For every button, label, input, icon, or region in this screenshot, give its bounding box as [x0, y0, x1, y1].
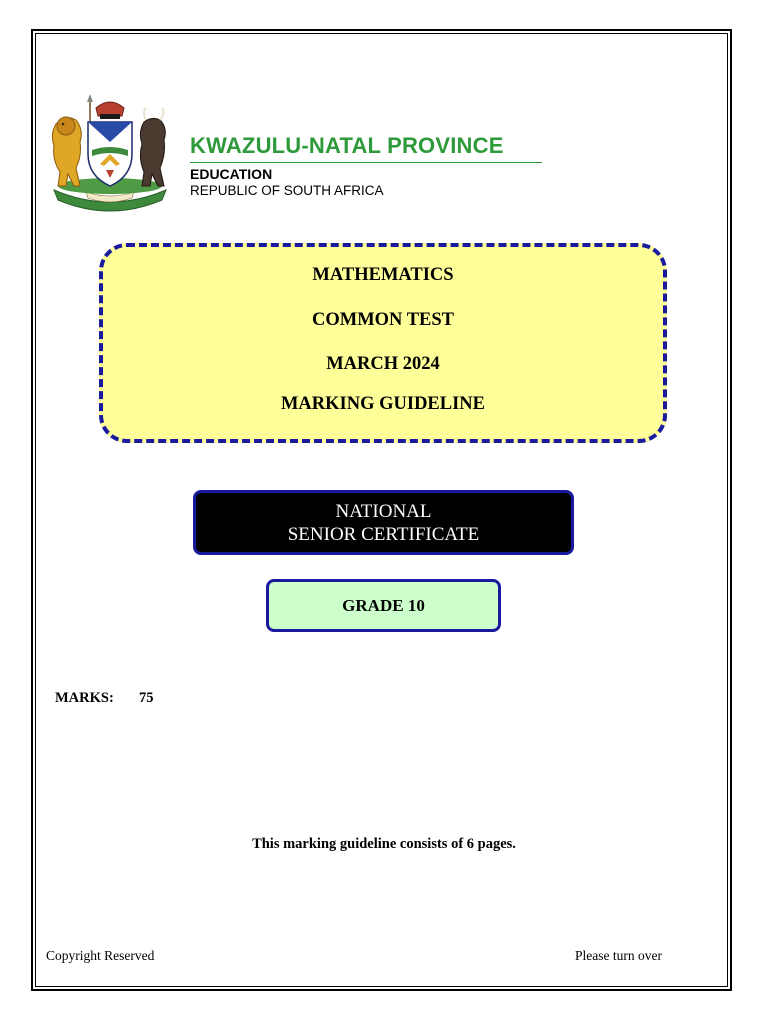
province-title: KWAZULU-NATAL PROVINCE	[190, 133, 504, 158]
subject-title: MATHEMATICS	[312, 265, 454, 285]
test-type: COMMON TEST	[311, 310, 455, 330]
title-box	[99, 243, 667, 443]
country-name: REPUBLIC OF SOUTH AFRICA	[190, 183, 384, 198]
certificate-line-1: NATIONAL	[335, 500, 432, 522]
grade-box	[266, 579, 501, 632]
coat-of-arms-icon	[46, 94, 174, 212]
certificate-line-2: SENIOR CERTIFICATE	[287, 523, 480, 545]
marks-label: MARKS:	[55, 690, 114, 706]
grade-label: GRADE 10	[342, 595, 425, 615]
footer-turn-over: Please turn over	[575, 948, 662, 963]
header-rule	[190, 162, 542, 163]
marks-value: 75	[139, 690, 154, 706]
document-type: MARKING GUIDELINE	[280, 394, 486, 414]
department-name: EDUCATION	[190, 166, 273, 182]
test-date: MARCH 2024	[326, 354, 440, 374]
certificate-box	[193, 490, 574, 555]
page-count-note: This marking guideline consists of 6 pages.	[252, 836, 516, 852]
footer-copyright: Copyright Reserved	[46, 948, 155, 963]
